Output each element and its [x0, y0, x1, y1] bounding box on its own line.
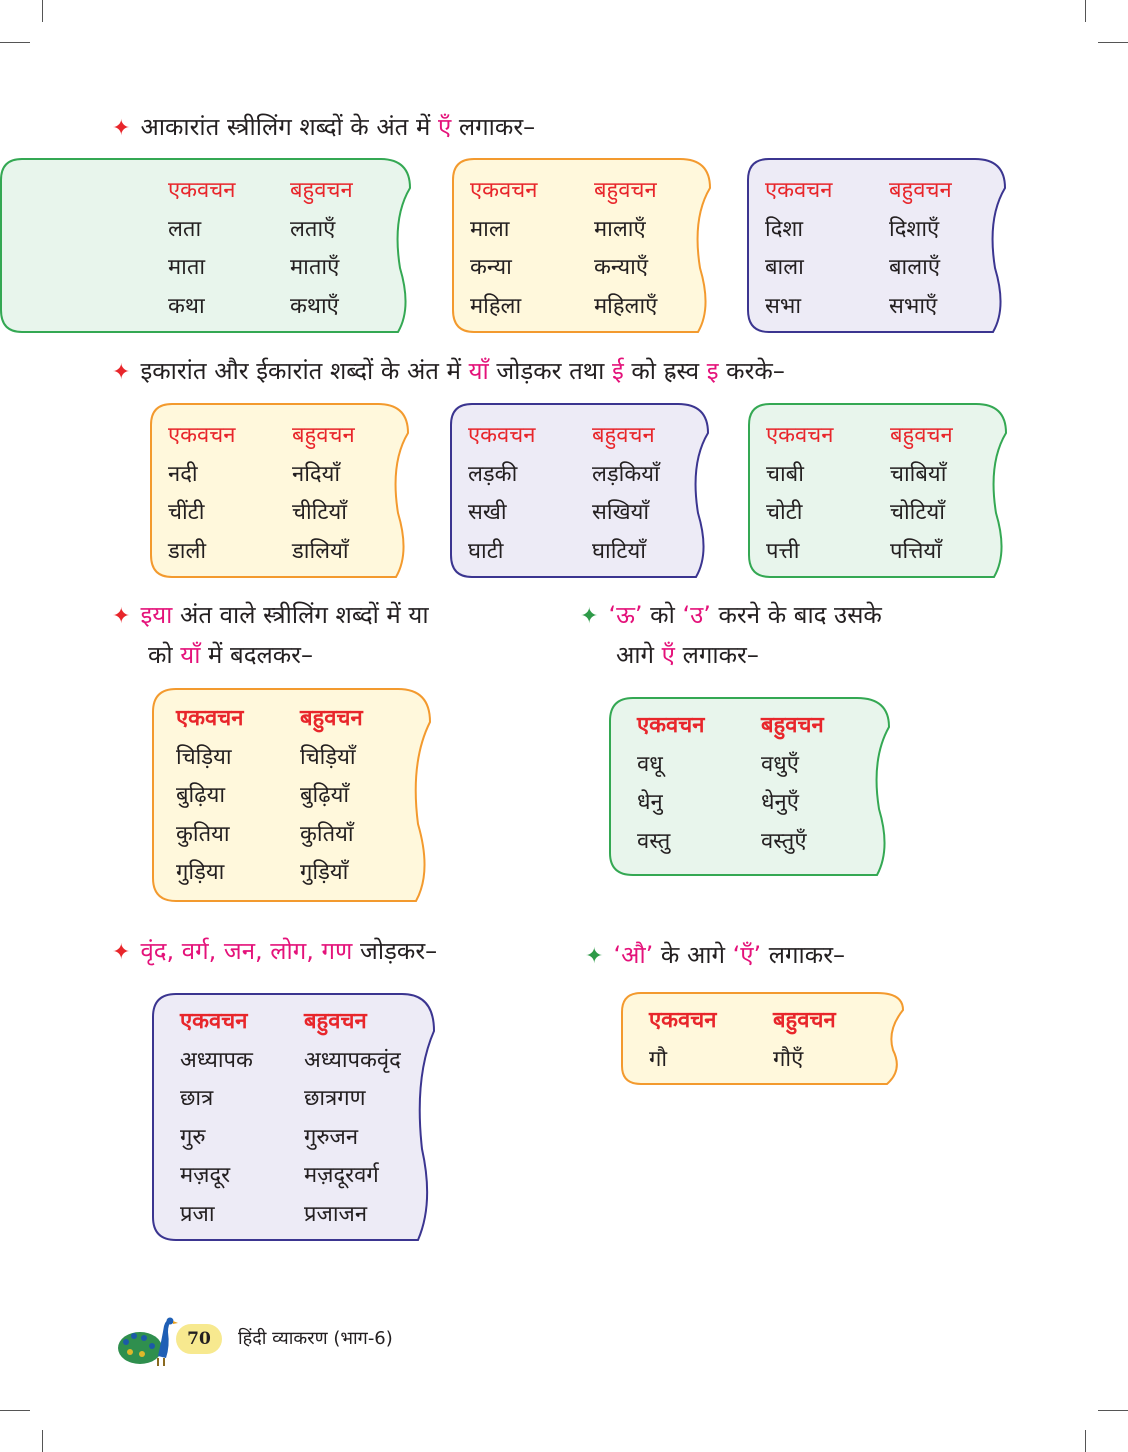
page-number: 70 — [176, 1324, 222, 1354]
crop-mark — [0, 1410, 30, 1411]
star-bullet-icon: ✦ — [580, 604, 599, 629]
star-bullet-icon: ✦ — [112, 604, 131, 629]
rule-uu: ✦ ‘ऊ’ को ‘उ’ करने के बाद उसके आगे एँ लगाकर– — [580, 601, 882, 669]
word-card: एकवचन बहुवचन अध्यापक अध्यापकवृंद छात्र छात्रगण गुरु गुरुजन मज़दूर मज़दूरवर्ग प्रजा प्रजाजन — [152, 993, 436, 1243]
rule-au: ✦ ‘औ’ के आगे ‘एँ’ लगाकर– — [585, 941, 846, 969]
crop-mark — [42, 0, 43, 22]
star-bullet-icon: ✦ — [112, 116, 131, 141]
word-card: एकवचन बहुवचन लता लताएँ माता माताएँ कथा कथाएँ — [150, 158, 412, 334]
star-bullet-icon: ✦ — [112, 940, 131, 965]
word-card: एकवचन बहुवचन वधू वधुएँ धेनु धेनुएँ वस्तु वस्तुएँ — [609, 697, 891, 877]
word-card: एकवचन बहुवचन लड़की लड़कियाँ सखी सखियाँ घाटी घाटियाँ — [450, 403, 712, 579]
crop-mark — [1085, 1430, 1086, 1452]
crop-mark — [1085, 0, 1086, 22]
crop-mark — [0, 42, 30, 43]
word-card: एकवचन बहुवचन नदी नदियाँ चींटी चीटियाँ डाली डालियाँ — [150, 403, 412, 579]
word-card: एकवचन बहुवचन माला मालाएँ कन्या कन्याएँ महिला महिलाएँ — [452, 158, 714, 334]
star-bullet-icon: ✦ — [585, 944, 604, 969]
peacock-logo — [118, 1312, 182, 1372]
star-bullet-icon: ✦ — [112, 360, 131, 385]
word-card: एकवचन बहुवचन चिड़िया चिड़ियाँ बुढ़िया बुढ़ियाँ कुतिया कुतियाँ गुड़िया गुड़ियाँ — [152, 688, 434, 904]
word-card: एकवचन बहुवचन गौ गौएँ — [621, 992, 905, 1086]
word-card: एकवचन बहुवचन दिशा दिशाएँ बाला बालाएँ सभा सभाएँ — [747, 158, 1009, 334]
crop-mark — [42, 1430, 43, 1452]
crop-mark — [1098, 42, 1128, 43]
book-title: हिंदी व्याकरण (भाग-6) — [238, 1328, 393, 1349]
crop-mark — [1098, 1410, 1128, 1411]
rule-aakarant: ✦ आकारांत स्त्रीलिंग शब्दों के अंत में एँ लगाकर– — [112, 113, 536, 141]
rule-ikarant: ✦ इकारांत और ईकारांत शब्दों के अंत में याँ जोड़कर तथा ई को ह्रस्व इ करके– — [112, 357, 785, 385]
word-card: एकवचन बहुवचन चाबी चाबियाँ चोटी चोटियाँ पत्ती पत्तियाँ — [748, 403, 1010, 579]
rule-group-words: ✦ वृंद, वर्ग, जन, लोग, गण जोड़कर– — [112, 937, 438, 965]
rule-iya: ✦ इया अंत वाले स्त्रीलिंग शब्दों में या को याँ में बदलकर– — [112, 601, 429, 669]
